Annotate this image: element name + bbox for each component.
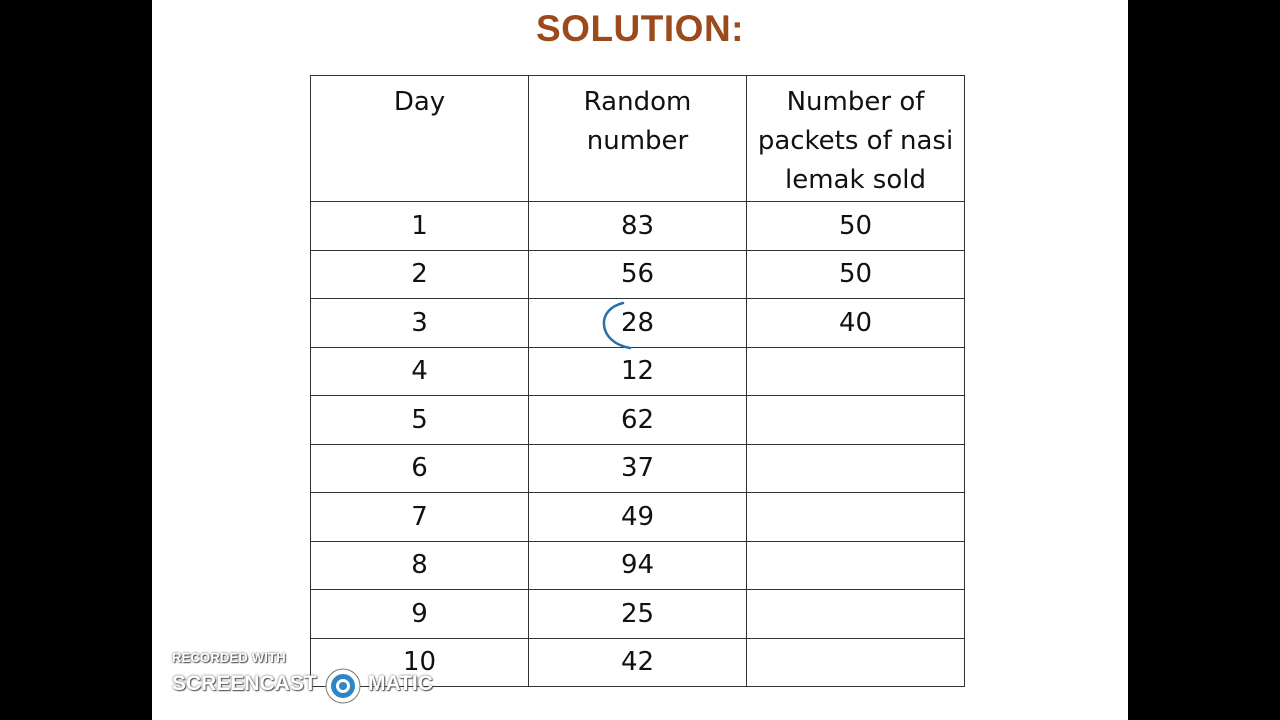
header-label: Number of packets of nasi lemak sold xyxy=(757,87,954,195)
cell-random-number: 37 xyxy=(529,444,747,493)
screencast-logo-icon xyxy=(323,666,363,706)
slide-title: SOLUTION: xyxy=(536,8,744,49)
cell-day: 5 xyxy=(311,396,529,445)
cell-day: 8 xyxy=(311,541,529,590)
cell-packets-sold xyxy=(747,396,965,445)
cell-packets-sold xyxy=(747,541,965,590)
cell-random-number: 49 xyxy=(529,493,747,542)
cell-day: 7 xyxy=(311,493,529,542)
table-row xyxy=(311,347,965,396)
cell-packets-sold: 50 xyxy=(747,202,965,251)
cell-packets-sold xyxy=(747,444,965,493)
cell-day: 9 xyxy=(311,590,529,639)
cell-random-number: 94 xyxy=(529,541,747,590)
slide xyxy=(152,0,1128,720)
table-row xyxy=(311,250,965,299)
watermark-recorded-with: RECORDED WITH xyxy=(172,650,286,665)
cell-random-number: 42 xyxy=(529,638,747,687)
table-header-row xyxy=(311,76,965,202)
cell-day: 1 xyxy=(311,202,529,251)
cell-random-number: 25 xyxy=(529,590,747,639)
column-header-packets-sold xyxy=(747,76,965,202)
cell-day: 2 xyxy=(311,250,529,299)
screencast-watermark xyxy=(172,650,442,710)
cell-random-number: 12 xyxy=(529,347,747,396)
table-row xyxy=(311,299,965,348)
cell-day: 6 xyxy=(311,444,529,493)
cell-random-number: 56 xyxy=(529,250,747,299)
cell-day: 10 xyxy=(311,638,529,687)
table-row xyxy=(311,202,965,251)
column-header-day xyxy=(311,76,529,202)
cell-packets-sold: 50 xyxy=(747,250,965,299)
cell-packets-sold xyxy=(747,493,965,542)
solution-table xyxy=(310,75,965,687)
table-row xyxy=(311,541,965,590)
watermark-screencast: SCREENCAST xyxy=(172,672,317,695)
header-label: Day xyxy=(393,87,446,117)
cell-random-number: 62 xyxy=(529,396,747,445)
cell-day: 4 xyxy=(311,347,529,396)
table-row xyxy=(311,444,965,493)
table-row xyxy=(311,396,965,445)
cell-packets-sold xyxy=(747,638,965,687)
cell-packets-sold: 40 xyxy=(747,299,965,348)
cell-packets-sold xyxy=(747,590,965,639)
table-row xyxy=(311,590,965,639)
cell-random-number: 28 xyxy=(529,299,747,348)
watermark-matic: MATIC xyxy=(368,672,433,695)
cell-random-number: 83 xyxy=(529,202,747,251)
cell-day: 3 xyxy=(311,299,529,348)
column-header-random-number xyxy=(529,76,747,202)
header-label: Random number xyxy=(583,87,692,156)
table-row xyxy=(311,493,965,542)
cell-packets-sold xyxy=(747,347,965,396)
